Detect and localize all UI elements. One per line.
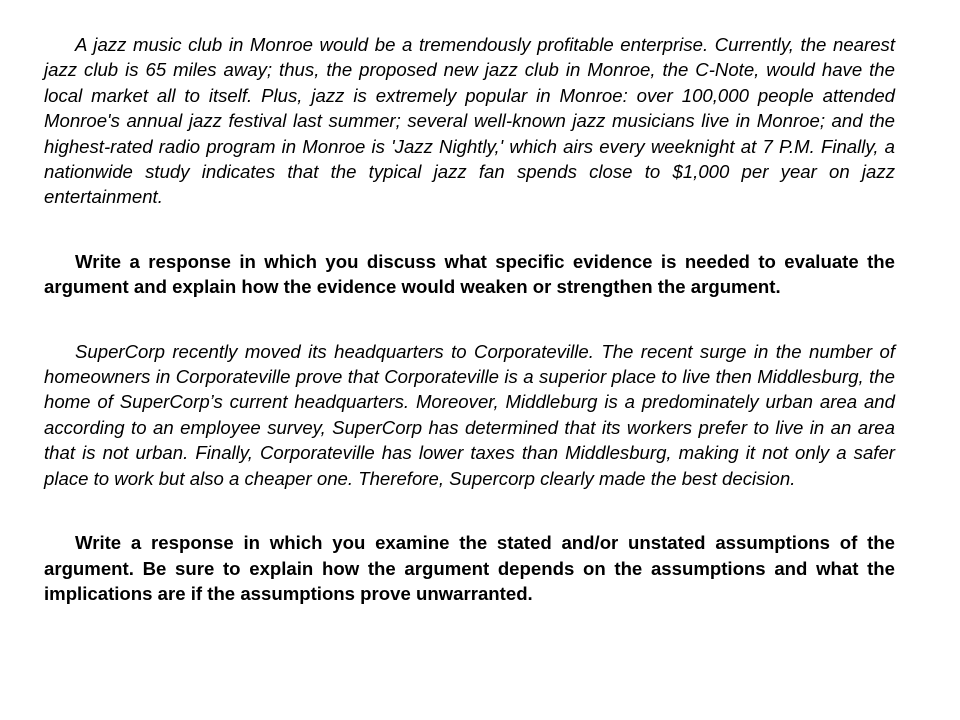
- document-body: [44, 32, 895, 606]
- argument-passage-jazz-club: A jazz music club in Monroe would be a tremendously profitable enterprise. Currently, the nearest jazz club is 65 miles away; thus, the proposed new jazz club in Monroe, the C-Note, would have the local market all to itself. Plus, jazz is extremely popular in Monroe: over 100,000 people attended Monroe's annual jazz festival last summer; several well-known jazz musicians live in Monroe; and the highest-rated radio program in Monroe is 'Jazz Nightly,' which airs every weeknight at 7 P.M. Finally, a nationwide study indicates that the typical jazz fan spends close to $1,000 per year on jazz entertainment.: [44, 34, 895, 208]
- instruction-assumptions-prompt: Write a response in which you examine the stated and/or unstated assumptions of the argument. Be sure to explain how the argument depends on the assumptions and what the implications are if the assumptions prove unwarranted.: [44, 532, 895, 604]
- instruction-evidence-prompt: Write a response in which you discuss what specific evidence is needed to evaluate the argument and explain how the evidence would weaken or strengthen the argument.: [44, 250, 895, 298]
- argument-passage-supercorp: SuperCorp recently moved its headquarters to Corporateville. The recent surge in the number of homeowners in Corporateville prove that Corporateville is a superior place to live then Middlesburg, the home of SuperCorp’s current headquarters. Moreover, Middleburg is a predominately urban area and according to an employee survey, SuperCorp has determined that its workers prefer to live in an area that is not urban. Finally, Corporateville has lower taxes than Middlesburg, making it not only a safer place to work but also a cheaper one. Therefore, Supercorp clearly made the best decision.: [44, 340, 895, 489]
